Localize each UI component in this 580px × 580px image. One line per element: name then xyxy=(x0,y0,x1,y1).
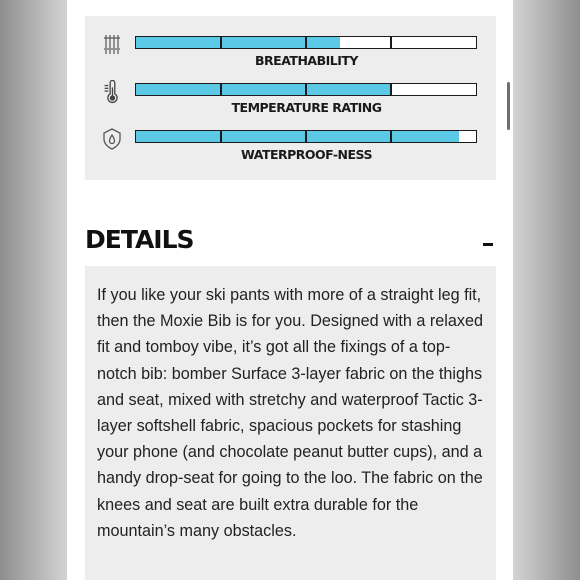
rating-waterproofness xyxy=(85,127,496,172)
rating-breathability xyxy=(85,33,496,78)
product-page[interactable] xyxy=(67,0,513,580)
rating-bar-fill xyxy=(136,84,391,95)
rating-label: TEMPERATURE RATING xyxy=(231,100,382,115)
rating-label: WATERPROOF-NESS xyxy=(241,147,372,162)
background-right xyxy=(513,0,580,580)
details-panel xyxy=(85,266,496,580)
thermometer-icon xyxy=(100,80,124,104)
rating-temperature xyxy=(85,80,496,125)
water-drop-shield-icon xyxy=(100,127,124,151)
rating-bar-fill xyxy=(136,37,340,48)
collapse-toggle-button[interactable] xyxy=(483,243,493,246)
background-left xyxy=(0,0,67,580)
rating-bar xyxy=(135,36,477,49)
rating-bar xyxy=(135,130,477,143)
scrollbar-thumb[interactable] xyxy=(507,82,510,130)
breathability-icon xyxy=(100,33,124,57)
rating-bar xyxy=(135,83,477,96)
ratings-panel xyxy=(85,16,496,180)
details-heading: DETAILS xyxy=(85,225,194,254)
details-description: If you like your ski pants with more of a straight leg fit, then the Moxie Bib is for you. Designed with a relaxed fit and tomboy vibe, it’s got all the fixings of a top-notch bib: bomber Surface 3-layer fabric on the thighs and seat, mixed with stretchy and waterproof Tactic 3-layer softshell fabric, spacious pockets for stashing your phone (and chocolate peanut butter cups), and a handy drop-seat for going to the loo. The fabric on the knees and seat are built extra durable for the mountain’s many obstacles. xyxy=(97,286,484,540)
rating-label: BREATHABILITY xyxy=(255,53,358,68)
rating-bar-fill xyxy=(136,131,459,142)
